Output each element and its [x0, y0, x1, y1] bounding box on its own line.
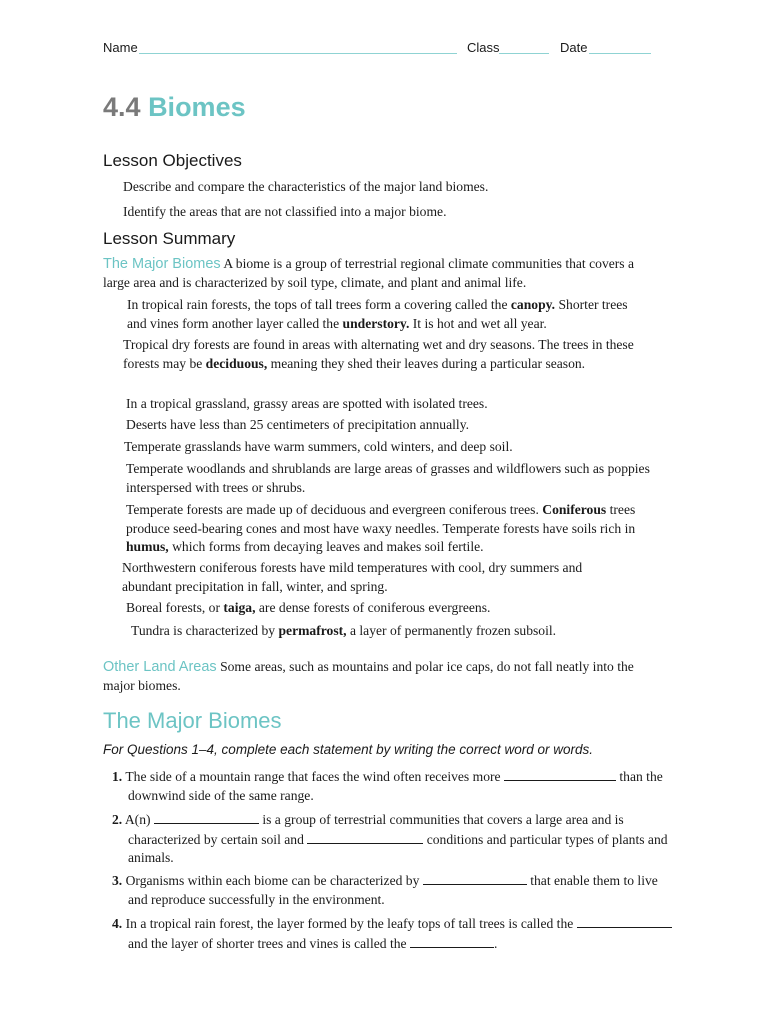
other-land-areas-inline-heading: Other Land Areas [103, 659, 217, 675]
name-label: Name [103, 40, 138, 55]
answer-blank[interactable] [577, 914, 672, 928]
class-field[interactable] [499, 53, 549, 54]
grassland-item: In a tropical grassland, grassy areas are spotted with isolated trees. [126, 396, 488, 411]
term-deciduous: deciduous, [205, 355, 268, 371]
answer-blank[interactable] [423, 871, 527, 885]
objective-item: Identify the areas that are not classified into a major biome. [123, 204, 447, 219]
dry-forest-item: Tropical dry forests are found in areas with alternating wet and dry seasons. The trees in these forests may be deciduous, meaning they shed their leaves during a particular season. [123, 337, 634, 371]
answer-blank[interactable] [307, 830, 423, 844]
term-humus: humus, [126, 539, 169, 554]
question-number: 3. [112, 873, 123, 888]
other-land-areas-summary: Other Land Areas Some areas, such as mountains and polar ice caps, do not fall neatly into the major biomes. [103, 659, 634, 693]
date-label: Date [560, 40, 588, 55]
term-understory: understory. [342, 315, 410, 331]
question-number: 2. [112, 812, 123, 827]
questions-instructions: For Questions 1–4, complete each statement by writing the correct word or words. [103, 742, 593, 757]
boreal-item: Boreal forests, or taiga, are dense forests of coniferous evergreens. [126, 600, 491, 615]
major-biomes-inline-heading: The Major Biomes [103, 256, 221, 272]
major-biomes-summary: The Major Biomes A biome is a group of terrestrial regional climate communities that covers a large area and is characterized by soil type, climate, and plant and animal life. [103, 256, 635, 290]
term-taiga: taiga, [223, 600, 256, 615]
summary-heading: Lesson Summary [103, 229, 236, 248]
lesson-name: Biomes [148, 92, 246, 122]
objectives-heading: Lesson Objectives [103, 151, 242, 170]
date-field[interactable] [589, 53, 651, 54]
worksheet-header [103, 40, 663, 60]
question-3: 3. Organisms within each biome can be characterized by that enable them to live and reproduce successfully in the environment. [112, 873, 658, 907]
name-field[interactable] [139, 53, 457, 54]
lesson-number: 4.4 [103, 92, 141, 122]
answer-blank[interactable] [504, 767, 616, 781]
woodlands-item: Temperate woodlands and shrublands are large areas of grasses and wildflowers such as poppies interspersed with trees or shrubs. [126, 461, 650, 495]
questions-section-heading: The Major Biomes [103, 708, 282, 733]
question-1: 1. The side of a mountain range that faces the wind often receives more than the downwind side of the same range. [112, 769, 663, 803]
question-2: 2. A(n) is a group of terrestrial communities that covers a large area and is characterized by certain soil and conditions and particular types of plants and animals. [112, 812, 668, 865]
lesson-title [103, 92, 246, 123]
objective-item: Describe and compare the characteristics of the major land biomes. [123, 179, 489, 194]
answer-blank[interactable] [410, 934, 494, 948]
deserts-item: Deserts have less than 25 centimeters of precipitation annually. [126, 417, 470, 432]
class-label: Class [467, 40, 500, 55]
temperate-grasslands-item: Temperate grasslands have warm summers, cold winters, and deep soil. [124, 439, 513, 454]
question-4: 4. In a tropical rain forest, the layer formed by the leafy tops of tall trees is called the and the layer of shorter trees and vines is called the . [112, 914, 680, 953]
tundra-item: Tundra is characterized by permafrost, a layer of permanently frozen subsoil. [131, 623, 557, 638]
rain-forest-item: In tropical rain forests, the tops of tall trees form a covering called the canopy. Shorter trees and vines form another layer called the understory. It is hot and wet all year. [127, 297, 628, 331]
northwestern-item: Northwestern coniferous forests have mild temperatures with cool, dry summers and abundant precipitation in fall, winter, and spring. [122, 560, 583, 594]
term-permafrost: permafrost, [278, 623, 347, 638]
term-canopy: canopy. [510, 297, 556, 312]
question-number: 4. [112, 916, 123, 931]
answer-blank[interactable] [154, 810, 259, 824]
term-coniferous: Coniferous [542, 502, 607, 517]
question-number: 1. [112, 769, 123, 784]
temperate-forests-item: Temperate forests are made up of deciduous and evergreen coniferous trees. Coniferous trees produce seed-bearing cones and most have waxy needles. Temperate forests have soils rich in humus, which forms from decaying leaves and makes soil fertile. [126, 502, 636, 554]
